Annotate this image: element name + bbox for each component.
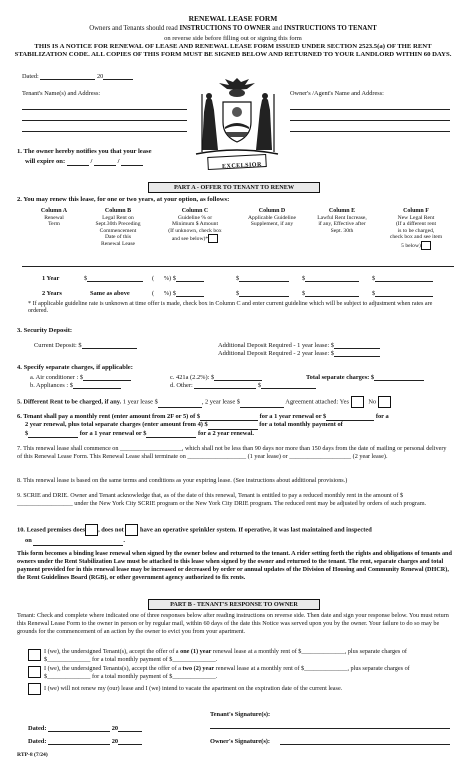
row-1-col-d[interactable]: $ xyxy=(236,275,289,282)
dated-row: Dated: 20 xyxy=(22,73,133,80)
will-not-renew-checkbox[interactable] xyxy=(28,683,41,695)
security-deposit-heading: 3. Security Deposit: xyxy=(17,327,73,334)
form-title: RENEWAL LEASE FORM xyxy=(188,14,278,23)
instructions-subline: on reverse side before filling out or signing this form xyxy=(164,35,302,42)
owner-address-line-3[interactable] xyxy=(290,131,450,132)
notice-text: THIS IS A NOTICE FOR RENEWAL OF LEASE AND RENEWAL LEASE FORM ISSUED UNDER SECTION 2523.5(a) OF THE RENT STABILIZATION CODE. ALL COPIES OF THIS FORM MUST BE SIGNED BELOW AND RETURNED TO YOUR LANDLORD WITHIN 60 DAYS. xyxy=(14,43,452,59)
instructions-line: Owners and Tenants should read INSTRUCTIONS TO OWNER and INSTRUCTIONS TO TENANT xyxy=(89,25,377,32)
lease-commencement-text: 7. This renewal lease shall commence on ____________________, which shall not be less than 90 days nor more than 150 days from the date of mailing or personal delivery of this Renewal Lease Form. This Renewal Lease shall terminate on ___________________ (1 year lease) or ____________________ (2 year lease). xyxy=(17,445,447,460)
same-terms-text: 8. This renewal lease is based on the same terms and conditions as your expiring lease. (See instructions about additional provisions.) xyxy=(17,477,348,484)
sprinkler-section: 10. Leased premises does , does not have an operative sprinkler system. If operative, it was last maintained and inspected on . xyxy=(17,524,457,546)
seal-motto: EXCELSIOR xyxy=(221,161,263,171)
row-1-year-term: 1 Year xyxy=(42,275,60,282)
column-c-header: Column C Guideline % or Minimum $ Amount (If unknown, check box and see below)* xyxy=(168,208,222,242)
agreement-no-checkbox[interactable] xyxy=(378,396,391,408)
monthly-rent-section: 6. Tenant shall pay a monthly rent (enter amount from 2F or 5) of $ for a 1 year renewal or $ for a 2 year renewal, plus total separate charges (enter amount from 4) $ for a total monthly payment of $ for a 1 year renewal or $ for a 2 year renewal. xyxy=(17,413,389,437)
different-rent-row: 5. Different Rent to be charged, if any. 1 year lease $ , 2 year lease $ Agreement attached: Yes No xyxy=(17,396,391,408)
owner-name-label: Owner's /Agent's Name and Address: xyxy=(290,90,384,97)
421a-charge[interactable]: c. 421a (2.2%): $ xyxy=(170,374,262,381)
lease-expire-heading: 1. The owner hereby notifies you that your lease xyxy=(17,148,152,155)
sprinkler-does-not-checkbox[interactable] xyxy=(125,524,138,536)
additional-deposit-1yr[interactable]: Additional Deposit Required - 1 year lease: $ xyxy=(218,342,380,349)
owner-dated[interactable]: Dated: 20 xyxy=(28,738,142,745)
row-2-year-term: 2 Years xyxy=(42,290,62,297)
scrie-drie-text: 9. SCRIE and DRIE. Owner and Tenant acknowledge that, as of the date of this renewal, Tenant is entitled to pay a reduced monthly rent in the amount of $ __________________ under the New York City SCRIE program or the New York City DRIE program. The reduced rent may be adjusted by orders of such program. xyxy=(17,492,427,507)
will-not-renew-text: I (we) will not renew my (our) lease and I (we) intend to vacate the apartment on the expiration date of the current lease. xyxy=(44,685,343,692)
column-d-header: Column D Applicable Guideline Supplement, if any xyxy=(248,208,296,228)
column-c-checkbox[interactable] xyxy=(208,234,218,243)
accept-one-year-text: I (we), the undersigned Tenant(s), accept the offer of a one (1) year renewal lease at a monthly rent of $______________, plus separate charges of $______________ for a total monthly payment of $______________. xyxy=(44,648,407,663)
tenant-dated[interactable]: Dated: 20 xyxy=(28,725,142,732)
accept-two-year-checkbox[interactable] xyxy=(28,666,41,678)
total-separate-charges[interactable]: Total separate charges: $ xyxy=(306,374,424,381)
row-1-col-b[interactable]: $ xyxy=(84,275,143,282)
tenant-address-line-2[interactable] xyxy=(22,120,187,121)
owner-signature-line[interactable] xyxy=(280,744,450,745)
current-deposit[interactable]: Current Deposit: $ xyxy=(34,342,137,349)
row-1-col-e[interactable]: $ xyxy=(302,275,359,282)
accept-two-year-text: I (we), the undersigned Tenants(s), accept the offer of a two (2) year renewal lease at a monthly rent of $______________, plus separate charges of $______________ for a total monthly payment of $______________. xyxy=(44,665,410,680)
binding-lease-notice: This form becomes a binding lease renewal when signed by the owner below and returned to the tenant. A rider setting forth the rights and obligations of tenants and owners under the Rent Stabilization Law must be attached to this lease when signed by the owner and returned to the tenant. The rent, separate charges and total payment provided for in this renewal lease may be increased or decreased by order or annual updates of the Division of Housing and Community Renewal (DHCR), the Rent Guidelines Board (RGB), or other government agency authorized to fix rents. xyxy=(17,550,452,581)
column-b-header: Column B Legal Rent on Sept.30th Preceding Commencement Date of this Renewal Lease xyxy=(95,208,141,247)
row-2-col-d[interactable]: $ xyxy=(236,290,289,297)
column-f-checkbox[interactable] xyxy=(421,241,431,250)
column-f-header: Column F New Legal Rent (If a different rent is to be charged, check box and see item 5 below) xyxy=(389,208,443,249)
owner-address-line-2[interactable] xyxy=(290,120,450,121)
column-e-header: Column E Lawful Rent Increase, if any, Effective after Sept. 30th xyxy=(317,208,367,234)
air-conditioner-charge[interactable]: a. Air conditioner : $ xyxy=(30,374,131,381)
tenant-name-label: Tenant's Name(s) and Address: xyxy=(22,90,101,97)
accept-one-year-checkbox[interactable] xyxy=(28,649,41,661)
sprinkler-does-checkbox[interactable] xyxy=(85,524,98,536)
appliances-charge[interactable]: b. Appliances : $ xyxy=(30,382,121,389)
part-b-header: PART B - TENANT'S RESPONSE TO OWNER xyxy=(148,599,320,610)
form-id: RTP-8 (7/24) xyxy=(17,752,48,758)
row-2-col-b: Same as above xyxy=(90,290,130,297)
row-2-col-f[interactable]: $ xyxy=(372,290,433,297)
tenant-address-line-3[interactable] xyxy=(22,131,187,132)
row-1-col-f[interactable]: $ xyxy=(372,275,433,282)
tenant-signature-line[interactable] xyxy=(210,728,450,729)
additional-deposit-2yr[interactable]: Additional Deposit Required - 2 year lease: $ xyxy=(218,350,380,357)
agreement-yes-checkbox[interactable] xyxy=(351,396,364,408)
part-a-header: PART A - OFFER TO TENANT TO RENEW xyxy=(148,182,320,193)
owner-address-line-1[interactable] xyxy=(290,109,450,110)
guideline-footnote: * If applicable guideline rate is unknown at time offer is made, check box in Column C and enter current guideline which will be subject to adjustment when rates are ordered. xyxy=(28,301,433,314)
table-divider xyxy=(22,266,454,267)
lease-expire-row: will expire on: / / xyxy=(25,158,143,166)
tenant-response-instructions: Tenant: Check and complete where indicated one of three responses below after reading instructions on reverse side. Then date and sign your response below. You must return this Renewal Lease Form to the owner in person or by regular mail, within 60 days of the date this Notice was served upon you by the owner. Your failure to do so may be grounds for the commencement of an action by the owner to evict you from your apartment. xyxy=(17,612,449,635)
row-2-col-e[interactable]: $ xyxy=(302,290,359,297)
tenant-address-line-1[interactable] xyxy=(22,109,187,110)
row-1-col-c[interactable]: ( %) $ xyxy=(152,275,204,282)
separate-charges-heading: 4. Specify separate charges, if applicable: xyxy=(17,364,133,371)
tenant-signature-label: Tenant's Signature(s): xyxy=(210,711,271,718)
column-a-header: Column A Renewal Term xyxy=(40,208,68,228)
renew-options-heading: 2. You may renew this lease, for one or two years, at your option, as follows: xyxy=(17,196,230,203)
row-2-col-c[interactable]: ( %) $ xyxy=(152,290,204,297)
owner-signature-label: Owner's Signature(s): xyxy=(210,738,271,745)
other-charge[interactable]: d. Other: $ xyxy=(170,382,316,389)
